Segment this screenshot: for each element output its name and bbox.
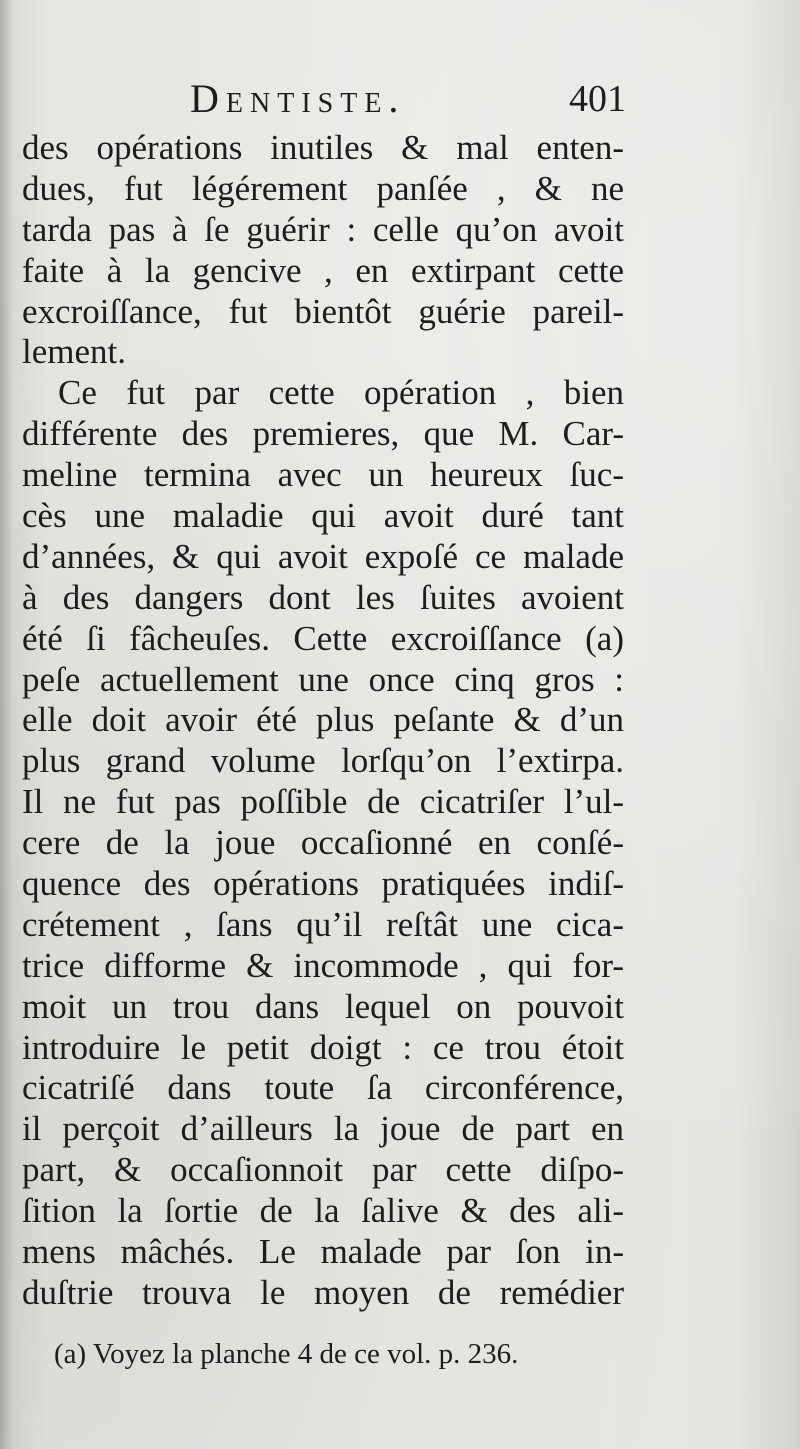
body-text <box>22 128 624 1314</box>
text-line: peſe actuellement une once cinq gros : <box>22 659 624 699</box>
text-line: introduire le petit doigt : ce trou étoit <box>22 1027 624 1067</box>
gutter-shadow <box>0 0 14 1449</box>
text-line: Il ne fut pas poſſible de cicatriſer l’ul- <box>22 782 624 822</box>
text-line: tarda pas à ſe guérir : celle qu’on avoit <box>22 209 624 249</box>
text-line: meline termina avec un heureux ſuc- <box>22 455 624 495</box>
text-line: ſition la ſortie de la ſalive & des ali- <box>22 1191 624 1231</box>
text-line: part, & occaſionnoit par cette diſpo- <box>22 1150 624 1190</box>
text-line: elle doit avoir été plus peſante & d’un <box>22 700 624 740</box>
text-line: duſtrie trouva le moyen de remédier <box>22 1272 624 1312</box>
text-line: faite à la gencive , en extirpant cette <box>22 250 624 290</box>
text-line: différente des premieres, que M. Car- <box>22 414 624 454</box>
text-line: cès une maladie qui avoit duré tant <box>22 496 624 536</box>
text-line: excroiſſance, fut bientôt guérie pareil- <box>22 291 624 331</box>
text-line: dues, fut légérement panſée , & ne <box>22 168 624 208</box>
text-line: cere de la joue occaſionné en conſé- <box>22 823 624 863</box>
text-line: lement. <box>22 332 126 372</box>
text-line: d’années, & qui avoit expoſé ce malade <box>22 536 624 576</box>
page-number: 401 <box>569 78 626 120</box>
footnote: (a) Voyez la planche 4 de ce vol. p. 236. <box>54 1338 519 1370</box>
text-line: plus grand volume lorſqu’on l’extirpa. <box>22 741 624 781</box>
running-head: Dentiste. <box>190 76 406 121</box>
text-line: été ſi fâcheuſes. Cette excroiſſance (a) <box>22 618 624 658</box>
text-line: moit un trou dans lequel on pouvoit <box>22 986 624 1026</box>
text-line: quence des opérations pratiquées indiſ- <box>22 864 624 904</box>
text-line: il perçoit d’ailleurs la joue de part en <box>22 1109 624 1149</box>
text-line: cicatriſé dans toute ſa circonférence, <box>22 1068 624 1108</box>
text-line: à des dangers dont les ſuites avoient <box>22 577 624 617</box>
page-header <box>22 72 626 126</box>
text-line: trice difforme & incommode , qui for- <box>22 945 624 985</box>
text-line: mens mâchés. Le malade par ſon in- <box>22 1232 624 1272</box>
text-line: Ce fut par cette opération , bien <box>58 373 624 413</box>
text-line: des opérations inutiles & mal enten- <box>22 128 624 167</box>
text-line: crétement , ſans qu’il reſtât une cica- <box>22 904 624 944</box>
